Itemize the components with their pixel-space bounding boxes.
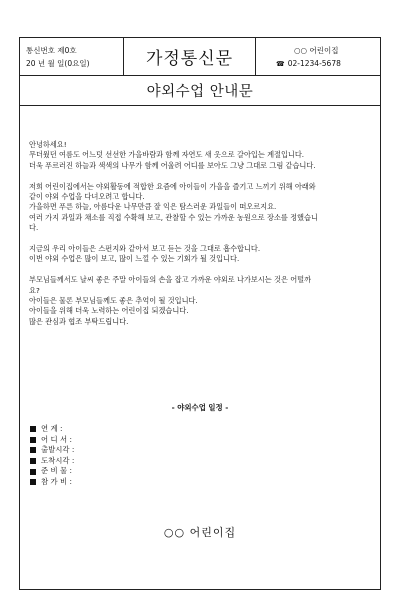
header-contact [256, 38, 380, 75]
header-info [20, 38, 124, 75]
body-line: 지금의 우리 아이들은 스펀지와 같아서 보고 듣는 것을 그대로 흡수합니다. [29, 244, 261, 254]
notice-frame [19, 37, 381, 590]
body-line: 저희 어린이집에서는 야외활동에 적합한 요즘에 아이들이 가을을 즐기고 느끼기 위해 아래와 [29, 181, 316, 191]
body-line: 여러 가지 과일과 채소를 직접 수확해 보고, 관찰할 수 있는 가까운 농원으로 장소를 정했습니 [29, 212, 318, 222]
body-line: 아이들을 위해 더욱 노력하는 어린이집 되겠습니다. [29, 306, 189, 316]
org-name: ○○ 어린이집 [294, 46, 339, 55]
body-line: 부모님들께서도 날씨 좋은 주말 아이들의 손을 잡고 가까운 야외로 나가보시는 것은 어떨까 [29, 275, 312, 285]
body-line: 요? [29, 285, 40, 295]
body-line: 안녕하세요! [29, 140, 67, 149]
body-line: 무더웠던 여름도 어느덧 선선한 가을바람과 함께 자연도 새 옷으로 갈아입는 계절입니다. [29, 150, 305, 160]
footer-org: ○○ 어린이집 [163, 526, 237, 539]
schedule-item [30, 466, 74, 477]
body-line: 아이들은 물론 부모님들께도 좋은 추억이 될 것입니다. [29, 296, 198, 306]
schedule-item [30, 435, 74, 446]
phone-line [276, 57, 380, 71]
schedule-title: - 야외수업 일정 - [171, 403, 229, 412]
square-bullet-icon [30, 458, 36, 464]
issue-number: 통신번호 제0호 [26, 46, 77, 55]
phone-icon: ☎ [276, 60, 285, 68]
schedule-item-label: 연 계 : [41, 424, 63, 433]
square-bullet-icon [30, 426, 36, 432]
square-bullet-icon [30, 469, 36, 475]
header [20, 38, 380, 76]
schedule-item [30, 445, 74, 456]
schedule-item-label: 어 디 서 : [41, 434, 72, 444]
schedule-item [30, 477, 74, 488]
schedule-list [30, 424, 74, 488]
body-line: 많은 관심과 협조 부탁드립니다. [29, 316, 129, 326]
body-line: 같이 야외 수업을 다녀오려고 합니다. [29, 192, 145, 202]
phone-number: 02-1234-5678 [287, 59, 341, 68]
schedule-item [30, 456, 74, 467]
schedule-item-label: 도착시각 : [41, 455, 75, 465]
letter-body [29, 140, 373, 327]
body-line: 가을하면 푸른 하늘, 아름다운 나무만큼 잘 익은 탐스러운 과일들이 떠오르지요. [29, 202, 277, 212]
document-title: 야외수업 안내문 [20, 76, 380, 106]
square-bullet-icon [30, 437, 36, 443]
square-bullet-icon [30, 447, 36, 453]
schedule-item-label: 출발시각 : [41, 445, 75, 455]
body-line: 다. [29, 223, 39, 233]
schedule-item-label: 참 가 비 : [41, 476, 72, 486]
schedule-item-label: 준 비 물 : [41, 466, 72, 476]
schedule-item [30, 424, 74, 435]
body-line: 더욱 푸르러진 하늘과 색색의 나무가 함께 어울려 어디를 보아도 그냥 그대로 그림 같습니다. [29, 160, 316, 170]
body-line: 이번 야외 수업은 많이 보고, 많이 느낄 수 있는 기회가 될 것입니다. [29, 254, 240, 264]
page-title: 가정통신문 [124, 38, 256, 75]
square-bullet-icon [30, 479, 36, 485]
date-line: 20 년 월 일(0요일) [26, 59, 90, 68]
